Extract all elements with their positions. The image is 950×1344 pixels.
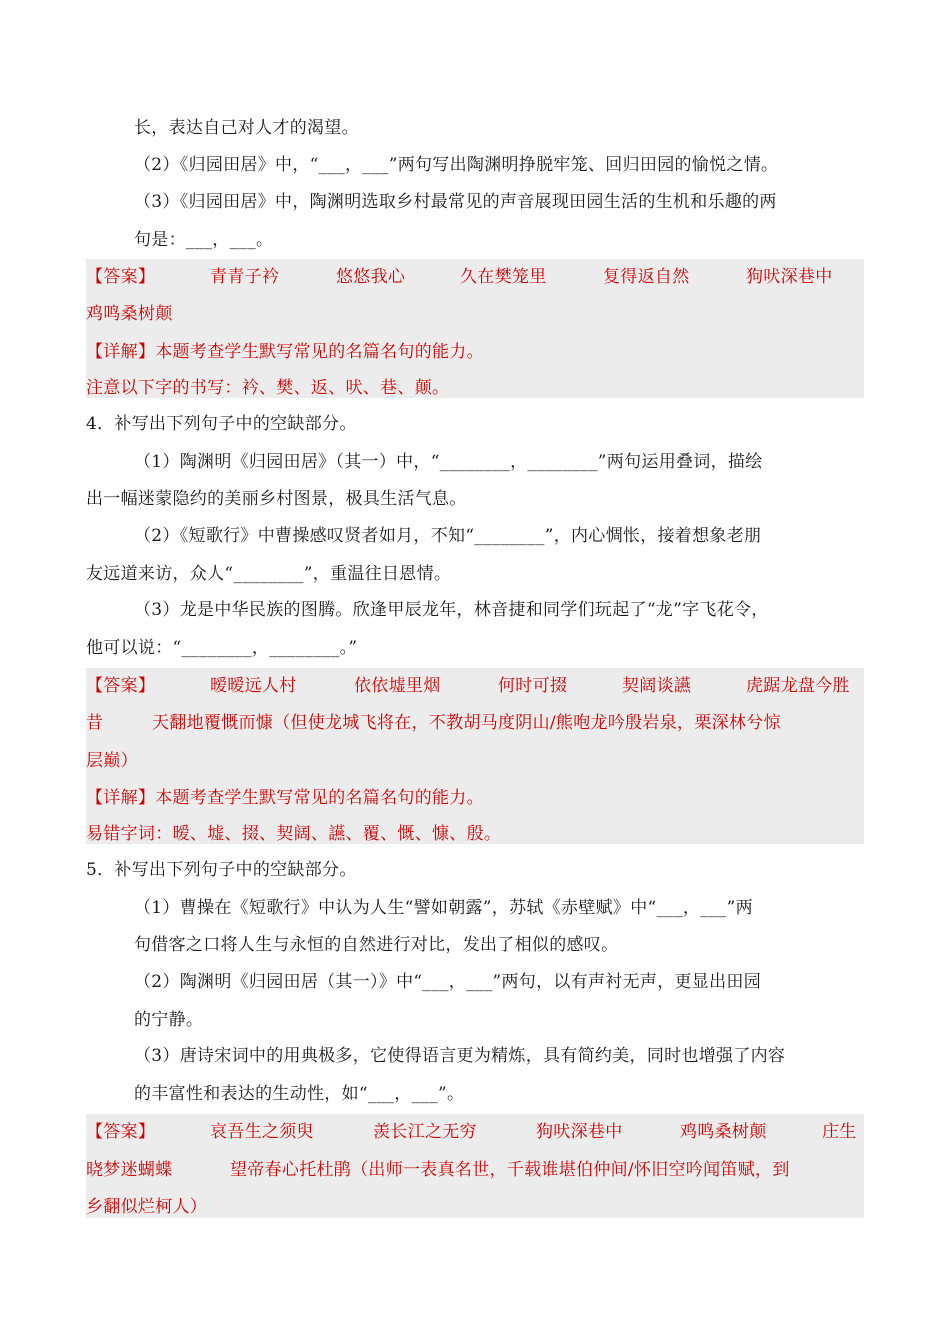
q5-sub2-line1: （2）陶渊明《归园田居（其一）》中“___，___”两句，以有声衬无声，更显出田园 xyxy=(134,972,761,992)
q3-answer-line2: 鸡鸣桑树颠 xyxy=(86,304,173,324)
q4-sub1-line1: （1）陶渊明《归园田居》（其一）中，“________，________”两句运用叠词，描绘 xyxy=(134,452,763,472)
q3-sub3-line1: （3）《归园田居》中，陶渊明选取乡村最常见的声音展现田园生活的生机和乐趣的两 xyxy=(134,192,777,212)
q5-answer-line2-b: 望帝春心托杜鹃（出师一表真名世，千载谁堪伯仲间/怀旧空吟闻笛赋，到 xyxy=(230,1160,790,1180)
q4-sub3-line1: （3）龙是中华民族的图腾。欣逢甲辰龙年，林音捷和同学们玩起了“龙”字飞花令， xyxy=(134,600,769,620)
q5-sub2-line2: 的宁静。 xyxy=(134,1010,204,1030)
q4-title: 4．补写出下列句子中的空缺部分。 xyxy=(86,414,357,434)
q5-answer-5: 庄生 xyxy=(822,1122,857,1142)
q4-answer-line2-b: 天翻地覆慨而慷（但使龙城飞将在，不教胡马度阴山/熊咆龙吟殷岩泉，栗深林兮惊 xyxy=(152,713,781,733)
q4-answer-5: 虎踞龙盘今胜 xyxy=(746,676,850,696)
q4-detail: 【详解】本题考查学生默写常见的名篇名句的能力。 xyxy=(86,788,484,808)
q4-sub3-line2: 他可以说：“________，________。” xyxy=(86,638,358,658)
q3-sub2: （2）《归园田居》中，“___，___”两句写出陶渊明挣脱牢笼、回归田园的愉悦之情。 xyxy=(134,155,779,175)
q5-answer-4: 鸡鸣桑树颠 xyxy=(680,1122,767,1142)
q4-answer-label: 【答案】 xyxy=(86,676,156,696)
q3-intro-line: 长，表达自己对人才的渴望。 xyxy=(134,118,359,138)
q4-sub1-line2: 出一幅迷蒙隐约的美丽乡村图景，极具生活气息。 xyxy=(86,489,467,509)
q3-answer-label: 【答案】 xyxy=(86,267,156,287)
q3-answer-1: 青青子衿 xyxy=(210,267,280,287)
q4-sub2-line1: （2）《短歌行》中曹操感叹贤者如月，不知“________”，内心惆怅，接着想象老朋 xyxy=(134,526,762,546)
q4-note: 易错字词：暧、墟、掇、契阔、讌、覆、慨、慷、殷。 xyxy=(86,824,502,844)
q5-sub1-line1: （1）曹操在《短歌行》中认为人生“譬如朝露”，苏轼《赤壁赋》中“___，___”两 xyxy=(134,898,753,918)
q5-answer-line3: 乡翻似烂柯人） xyxy=(86,1197,208,1217)
q5-title: 5．补写出下列句子中的空缺部分。 xyxy=(86,860,357,880)
q3-sub3-line2: 句是：___，___。 xyxy=(134,230,274,250)
q3-answer-3: 久在樊笼里 xyxy=(460,267,547,287)
q4-answer-line3: 层巅） xyxy=(86,751,138,771)
q5-answer-label: 【答案】 xyxy=(86,1122,156,1142)
q4-answer-2: 依依墟里烟 xyxy=(354,676,441,696)
q5-answer-2: 羡长江之无穷 xyxy=(373,1122,477,1142)
q3-detail: 【详解】本题考查学生默写常见的名篇名句的能力。 xyxy=(86,342,484,362)
q3-answer-5: 狗吠深巷中 xyxy=(746,267,833,287)
q3-answer-4: 复得返自然 xyxy=(603,267,690,287)
q5-answer-1: 哀吾生之须臾 xyxy=(210,1122,314,1142)
q5-answer-3: 狗吠深巷中 xyxy=(536,1122,623,1142)
q3-answer-2: 悠悠我心 xyxy=(336,267,406,287)
q4-answer-line2-a: 昔 xyxy=(86,713,104,733)
q5-answer-line2-a: 晓梦迷蝴蝶 xyxy=(86,1160,173,1180)
q5-sub1-line2: 句借客之口将人生与永恒的自然进行对比，发出了相似的感叹。 xyxy=(134,935,619,955)
q4-answer-3: 何时可掇 xyxy=(498,676,568,696)
q5-sub3-line1: （3）唐诗宋词中的用典极多，它使得语言更为精炼，具有简约美，同时也增强了内容 xyxy=(134,1046,786,1066)
q3-note: 注意以下字的书写：衿、樊、返、吠、巷、颠。 xyxy=(86,378,450,398)
q4-answer-4: 契阔谈讌 xyxy=(622,676,692,696)
q4-answer-1: 暧暧远人村 xyxy=(210,676,297,696)
q4-sub2-line2: 友远道来访，众人“________”，重温往日恩情。 xyxy=(86,564,452,584)
q5-sub3-line2: 的丰富性和表达的生动性，如“___，___”。 xyxy=(134,1084,465,1104)
